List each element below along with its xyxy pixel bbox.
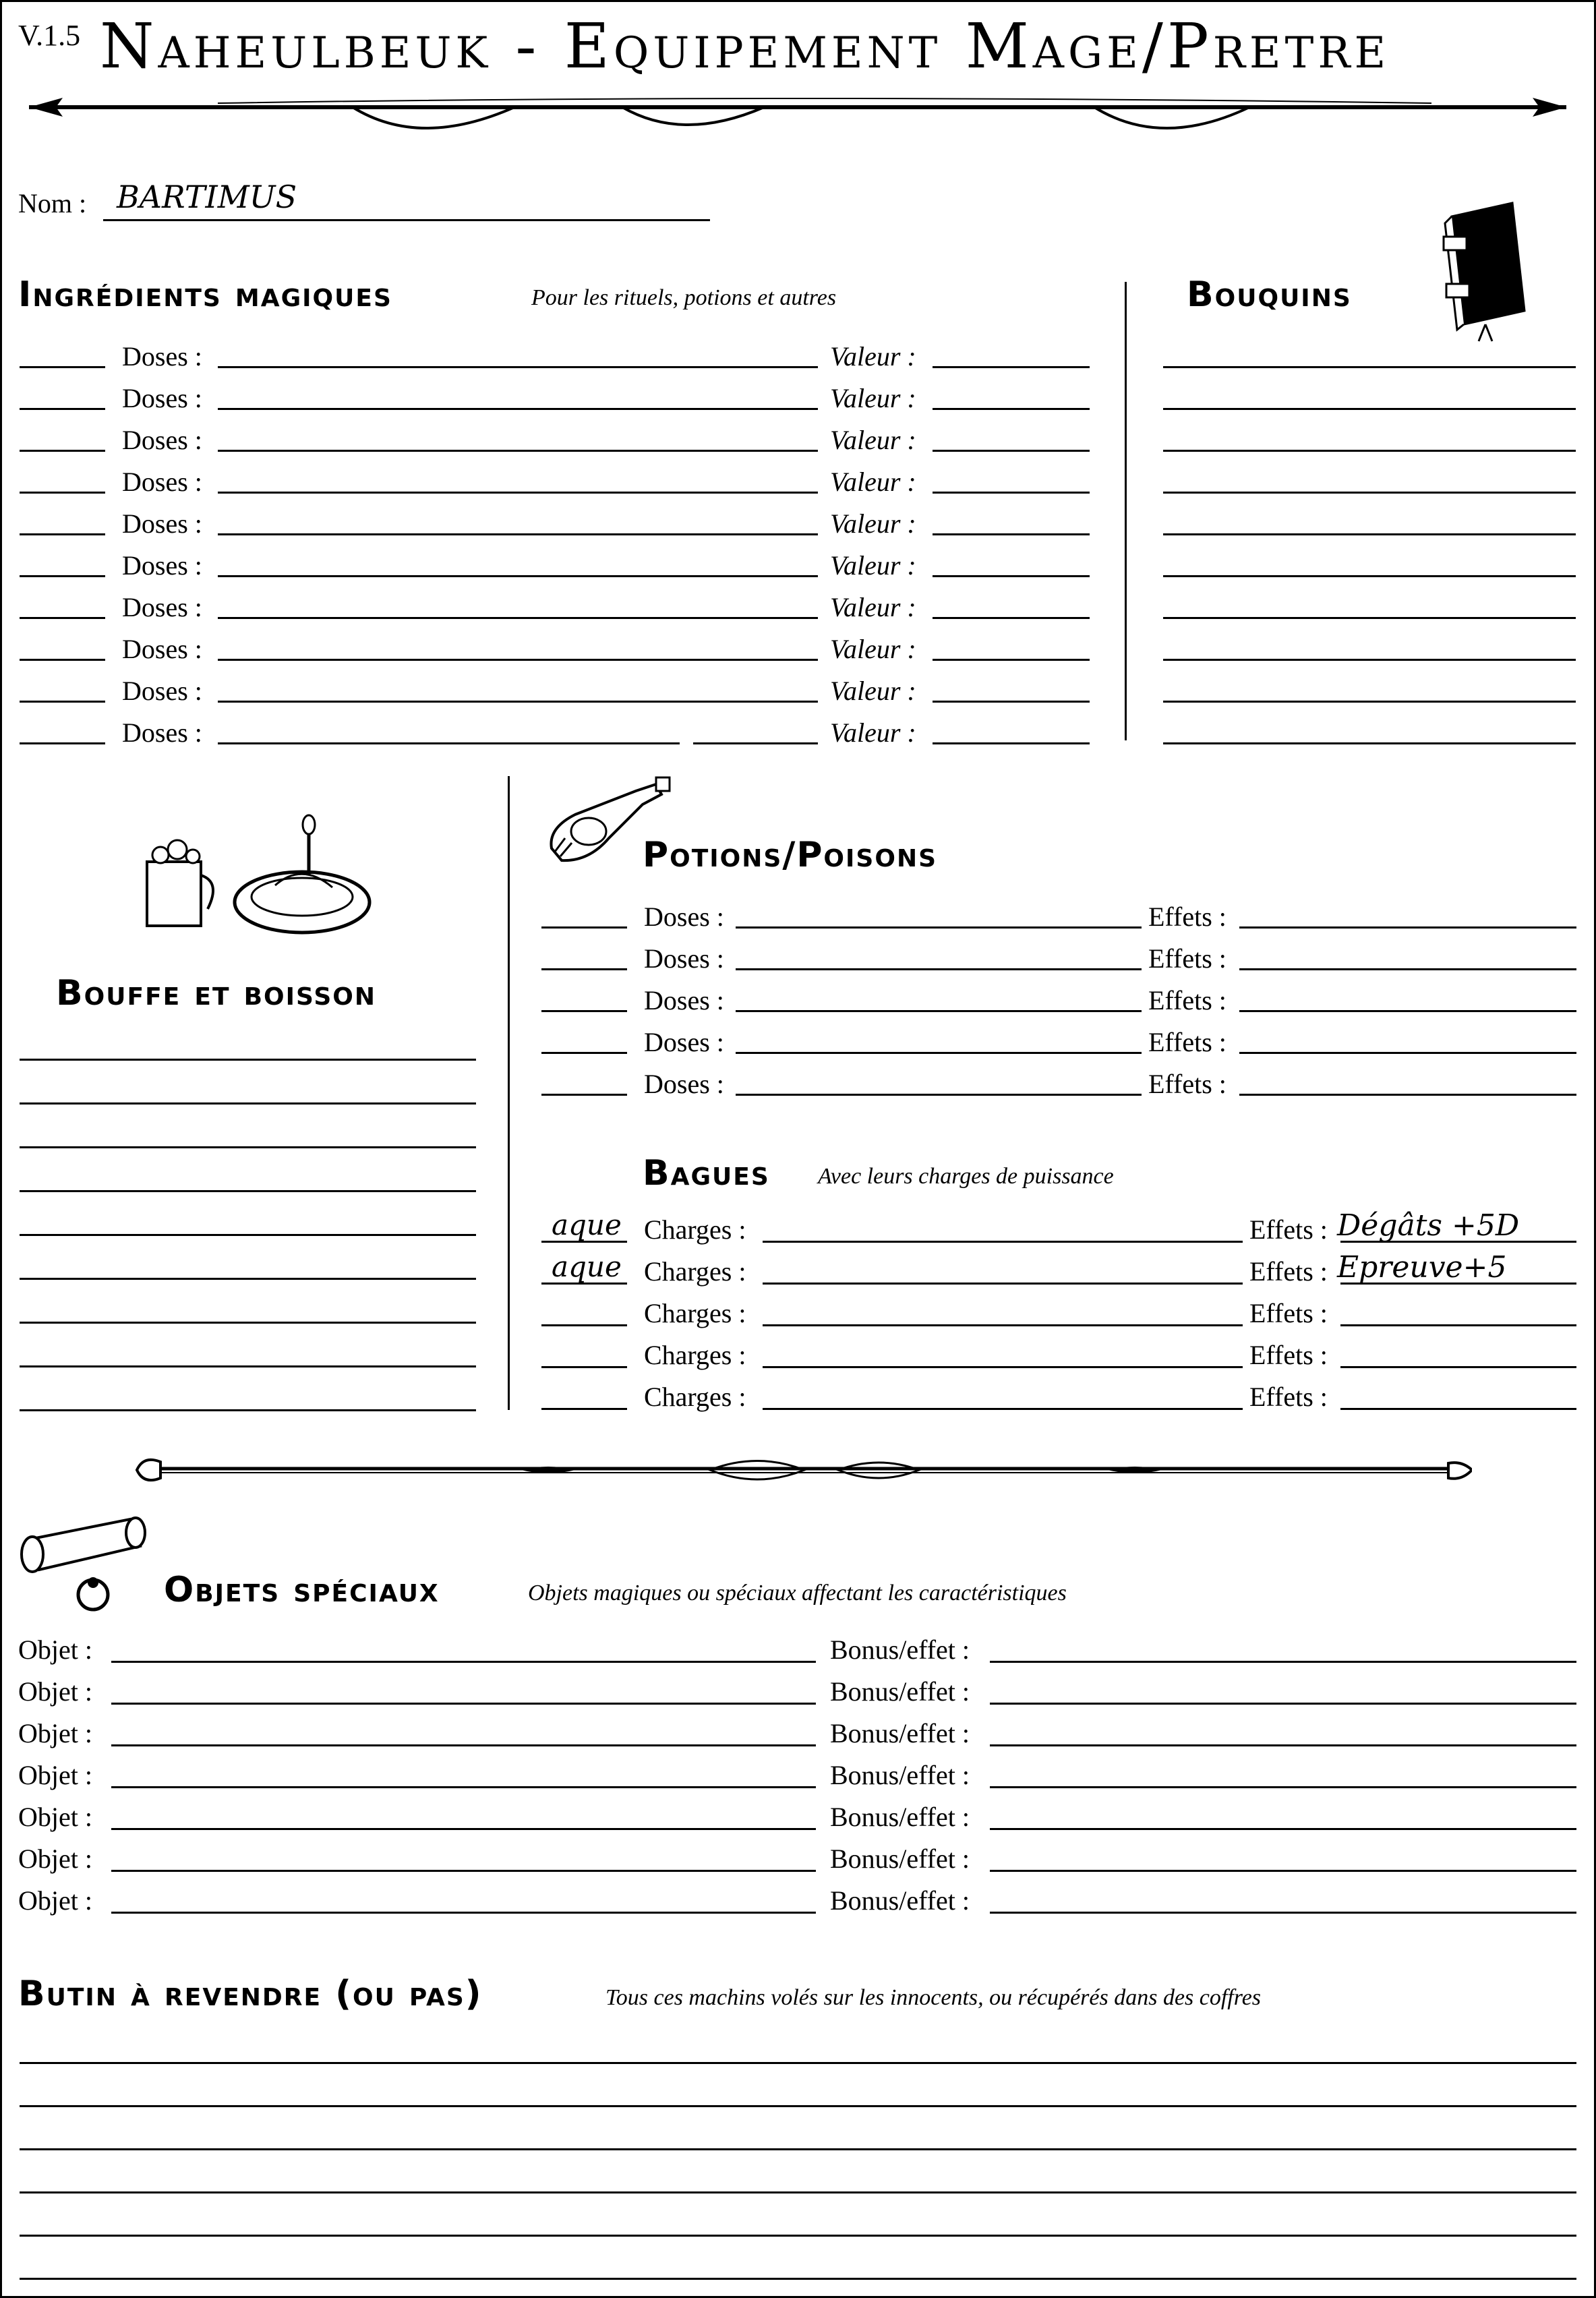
- bague-name-value[interactable]: aque: [552, 1250, 622, 1283]
- objet-label: Objet :: [18, 1802, 92, 1832]
- valeur-label: Valeur :: [830, 383, 916, 413]
- effets-label: Effets :: [1249, 1256, 1328, 1287]
- valeur-label: Valeur :: [830, 717, 916, 748]
- potion-effets-field[interactable]: [1239, 1010, 1576, 1012]
- bouquins-title: Bouquins: [1187, 274, 1352, 315]
- bouffe-line[interactable]: [20, 1190, 476, 1192]
- doses-label: Doses :: [122, 717, 202, 748]
- doses-label: Doses :: [122, 550, 202, 581]
- valeur-field[interactable]: [933, 575, 1090, 577]
- charges-field[interactable]: [763, 1366, 1243, 1368]
- ingredient-name-field[interactable]: [20, 408, 105, 410]
- valeur-label: Valeur :: [830, 634, 916, 664]
- bague-name-field[interactable]: [541, 1366, 627, 1368]
- ingredient-name-field[interactable]: [20, 701, 105, 703]
- bonus-field[interactable]: [990, 1661, 1576, 1663]
- scroll-and-ring-icon: [16, 1512, 164, 1620]
- valeur-label: Valeur :: [830, 425, 916, 455]
- bonus-field[interactable]: [990, 1828, 1576, 1830]
- bouquin-line[interactable]: [1163, 366, 1576, 368]
- ingredient-name-field[interactable]: [20, 533, 105, 535]
- butin-line[interactable]: [20, 2235, 1576, 2237]
- ingredient-name-field[interactable]: [20, 366, 105, 368]
- objets-note: Objets magiques ou spéciaux affectant les caractéristiques: [528, 1581, 1067, 1605]
- potion-doses-field[interactable]: [736, 968, 1142, 970]
- charges-field[interactable]: [763, 1408, 1243, 1410]
- charges-field[interactable]: [763, 1241, 1243, 1243]
- name-field-line[interactable]: [103, 219, 710, 221]
- butin-line[interactable]: [20, 2062, 1576, 2064]
- charges-label: Charges :: [644, 1382, 746, 1412]
- column-divider: [1125, 282, 1127, 740]
- objet-label: Objet :: [18, 1718, 92, 1748]
- bonus-field[interactable]: [990, 1703, 1576, 1705]
- bouquin-line[interactable]: [1163, 575, 1576, 577]
- bagues-title: Bagues: [643, 1153, 770, 1194]
- doses-field[interactable]: [218, 450, 818, 452]
- bonus-field[interactable]: [990, 1744, 1576, 1746]
- ingredient-name-field[interactable]: [20, 617, 105, 619]
- valeur-field[interactable]: [933, 408, 1090, 410]
- effets-label: Effets :: [1249, 1214, 1328, 1245]
- version-label: V.1.5: [18, 19, 81, 52]
- ingredient-name-field[interactable]: [20, 492, 105, 494]
- charges-field[interactable]: [763, 1324, 1243, 1326]
- valeur-label: Valeur :: [830, 341, 916, 372]
- butin-line[interactable]: [20, 2148, 1576, 2150]
- objet-field[interactable]: [111, 1828, 816, 1830]
- bague-effets-field[interactable]: [1340, 1283, 1576, 1285]
- page-title: Naheulbeuk - Equipement Mage/Pretre: [100, 10, 1390, 82]
- spear-divider-top: [16, 88, 1587, 149]
- bague-name-field[interactable]: [541, 1408, 627, 1410]
- doses-field[interactable]: [218, 408, 818, 410]
- doses-field[interactable]: [218, 533, 818, 535]
- bague-name-value[interactable]: aque: [552, 1208, 622, 1241]
- valeur-label: Valeur :: [830, 508, 916, 539]
- bouquin-line[interactable]: [1163, 533, 1576, 535]
- bouffe-line[interactable]: [20, 1146, 476, 1148]
- effets-label: Effets :: [1249, 1298, 1328, 1328]
- potion-doses-field[interactable]: [736, 1052, 1142, 1054]
- bague-name-field[interactable]: [541, 1241, 627, 1243]
- doses-label: Doses :: [122, 592, 202, 622]
- bouquin-line[interactable]: [1163, 617, 1576, 619]
- bouquin-line[interactable]: [1163, 450, 1576, 452]
- valeur-field[interactable]: [933, 366, 1090, 368]
- potion-effets-field[interactable]: [1239, 1094, 1576, 1096]
- potion-name-field[interactable]: [541, 926, 627, 929]
- doses-label: Doses :: [122, 634, 202, 664]
- bague-effets-field[interactable]: [1340, 1241, 1576, 1243]
- bouffe-line[interactable]: [20, 1102, 476, 1104]
- bague-name-field[interactable]: [541, 1283, 627, 1285]
- bouffe-line[interactable]: [20, 1059, 476, 1061]
- bonus-label: Bonus/effet :: [830, 1634, 970, 1665]
- column-divider-middle: [508, 776, 510, 1410]
- effets-label: Effets :: [1249, 1340, 1328, 1370]
- bonus-label: Bonus/effet :: [830, 1844, 970, 1874]
- bonus-label: Bonus/effet :: [830, 1802, 970, 1832]
- valeur-field[interactable]: [933, 701, 1090, 703]
- valeur-field[interactable]: [933, 450, 1090, 452]
- butin-line[interactable]: [20, 2278, 1576, 2280]
- food-and-drink-icon: [140, 808, 376, 943]
- bonus-label: Bonus/effet :: [830, 1676, 970, 1707]
- bague-effets-field[interactable]: [1340, 1366, 1576, 1368]
- doses-field[interactable]: [218, 492, 818, 494]
- objet-field[interactable]: [111, 1870, 816, 1872]
- bague-effet-value[interactable]: Dégâts +5D: [1337, 1208, 1520, 1243]
- butin-note: Tous ces machins volés sur les innocents, ou récupérés dans des coffres: [605, 1985, 1262, 2010]
- charges-label: Charges :: [644, 1214, 746, 1245]
- objet-label: Objet :: [18, 1844, 92, 1874]
- doses-field[interactable]: [218, 701, 818, 703]
- valeur-field[interactable]: [933, 492, 1090, 494]
- effets-label: Effets :: [1148, 1069, 1226, 1099]
- objet-field[interactable]: [111, 1744, 816, 1746]
- doses-field[interactable]: [218, 742, 680, 744]
- ingredients-title: Ingrédients magiques: [18, 274, 392, 315]
- potion-name-field[interactable]: [541, 968, 627, 970]
- butin-line[interactable]: [20, 2105, 1576, 2107]
- doses-label: Doses :: [644, 985, 724, 1015]
- doses-label: Doses :: [122, 341, 202, 372]
- objet-field[interactable]: [111, 1661, 816, 1663]
- charges-label: Charges :: [644, 1298, 746, 1328]
- objet-field[interactable]: [111, 1912, 816, 1914]
- bouquin-line[interactable]: [1163, 492, 1576, 494]
- doses-field[interactable]: [218, 366, 818, 368]
- charges-field[interactable]: [763, 1283, 1243, 1285]
- bouquin-line[interactable]: [1163, 701, 1576, 703]
- bouffe-line[interactable]: [20, 1278, 476, 1280]
- objet-field[interactable]: [111, 1786, 816, 1788]
- bonus-field[interactable]: [990, 1912, 1576, 1914]
- bouffe-line[interactable]: [20, 1234, 476, 1236]
- effets-label: Effets :: [1148, 1027, 1226, 1057]
- bouffe-title: Bouffe et boisson: [56, 973, 377, 1013]
- bouquin-line[interactable]: [1163, 659, 1576, 661]
- book-icon: [1438, 196, 1533, 345]
- butin-line[interactable]: [20, 2191, 1576, 2193]
- bouffe-line[interactable]: [20, 1409, 476, 1411]
- doses-label: Doses :: [122, 467, 202, 497]
- potion-name-field[interactable]: [541, 1052, 627, 1054]
- effets-label: Effets :: [1148, 985, 1226, 1015]
- valeur-field[interactable]: [933, 659, 1090, 661]
- valeur-label: Valeur :: [830, 467, 916, 497]
- doses-field[interactable]: [218, 617, 818, 619]
- charges-label: Charges :: [644, 1340, 746, 1370]
- ingredient-name-field[interactable]: [20, 742, 105, 744]
- potions-title: Potions/Poisons: [643, 835, 938, 875]
- butin-title: Butin à revendre (ou pas): [18, 1974, 483, 2014]
- staff-divider: [130, 1448, 1472, 1499]
- potion-doses-field[interactable]: [736, 926, 1142, 929]
- potion-name-field[interactable]: [541, 1094, 627, 1096]
- doses-label: Doses :: [644, 943, 724, 974]
- potion-doses-field[interactable]: [736, 1094, 1142, 1096]
- doses-label: Doses :: [122, 508, 202, 539]
- bonus-field[interactable]: [990, 1870, 1576, 1872]
- objets-title: Objets spéciaux: [164, 1570, 440, 1610]
- doses-label: Doses :: [644, 902, 724, 932]
- doses-field[interactable]: [218, 659, 818, 661]
- bague-name-field[interactable]: [541, 1324, 627, 1326]
- valeur-label: Valeur :: [830, 550, 916, 581]
- potion-name-field[interactable]: [541, 1010, 627, 1012]
- doses-label: Doses :: [644, 1027, 724, 1057]
- potion-effets-field[interactable]: [1239, 926, 1576, 929]
- effets-label: Effets :: [1148, 902, 1226, 932]
- doses-field-extra[interactable]: [693, 742, 818, 744]
- name-label: Nom :: [18, 188, 87, 218]
- doses-label: Doses :: [122, 676, 202, 706]
- doses-label: Doses :: [644, 1069, 724, 1099]
- objet-label: Objet :: [18, 1885, 92, 1916]
- objet-field[interactable]: [111, 1703, 816, 1705]
- bague-effet-value[interactable]: Epreuve+5: [1337, 1250, 1507, 1285]
- bonus-field[interactable]: [990, 1786, 1576, 1788]
- bouquin-line[interactable]: [1163, 742, 1576, 744]
- effets-label: Effets :: [1148, 943, 1226, 974]
- name-value[interactable]: BARTIMUS: [117, 179, 297, 215]
- potion-effets-field[interactable]: [1239, 1052, 1576, 1054]
- bonus-label: Bonus/effet :: [830, 1718, 970, 1748]
- bouffe-line[interactable]: [20, 1365, 476, 1367]
- ingredient-name-field[interactable]: [20, 659, 105, 661]
- valeur-field[interactable]: [933, 742, 1090, 744]
- doses-label: Doses :: [122, 383, 202, 413]
- bouffe-line[interactable]: [20, 1322, 476, 1324]
- doses-field[interactable]: [218, 575, 818, 577]
- charges-label: Charges :: [644, 1256, 746, 1287]
- objet-label: Objet :: [18, 1760, 92, 1790]
- potion-effets-field[interactable]: [1239, 968, 1576, 970]
- bonus-label: Bonus/effet :: [830, 1760, 970, 1790]
- valeur-field[interactable]: [933, 617, 1090, 619]
- bonus-label: Bonus/effet :: [830, 1885, 970, 1916]
- bouquin-line[interactable]: [1163, 408, 1576, 410]
- bague-effets-field[interactable]: [1340, 1324, 1576, 1326]
- valeur-label: Valeur :: [830, 676, 916, 706]
- objet-label: Objet :: [18, 1676, 92, 1707]
- valeur-label: Valeur :: [830, 592, 916, 622]
- potion-doses-field[interactable]: [736, 1010, 1142, 1012]
- ingredient-name-field[interactable]: [20, 450, 105, 452]
- ingredients-note: Pour les rituels, potions et autres: [531, 285, 837, 310]
- ingredient-name-field[interactable]: [20, 575, 105, 577]
- objet-label: Objet :: [18, 1634, 92, 1665]
- valeur-field[interactable]: [933, 533, 1090, 535]
- doses-label: Doses :: [122, 425, 202, 455]
- bague-effets-field[interactable]: [1340, 1408, 1576, 1410]
- effets-label: Effets :: [1249, 1382, 1328, 1412]
- bagues-note: Avec leurs charges de puissance: [818, 1164, 1114, 1189]
